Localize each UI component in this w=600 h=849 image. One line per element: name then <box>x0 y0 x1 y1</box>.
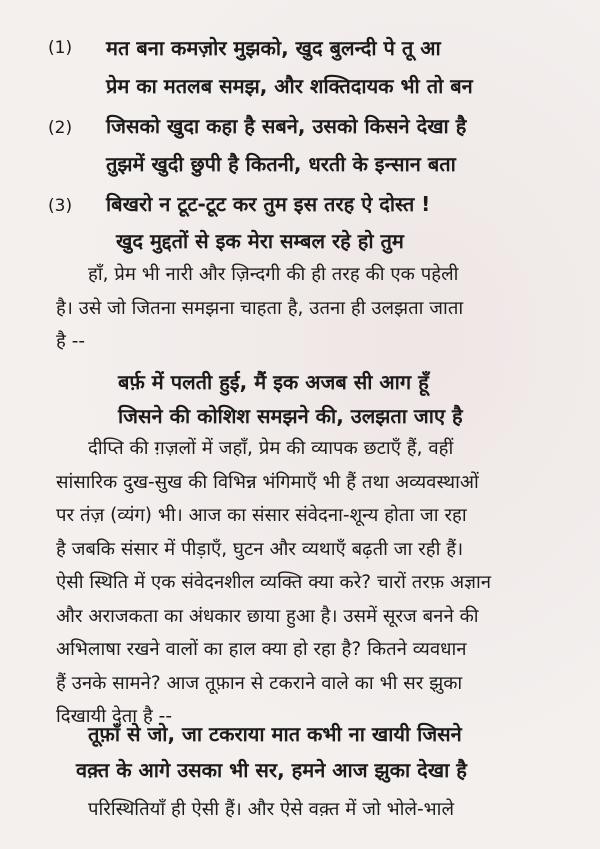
verse-line: वक़्त के आगे उसका भी सर, हमने आज झुका देखा है <box>76 758 467 782</box>
couplet-number: (1) <box>48 38 73 58</box>
verse-line: जिसने की कोशिश समझने की, उलझता जाए है <box>118 404 463 428</box>
verse-line: बर्फ़ में पलती हुई, मैं इक अजब सी आग हूँ <box>118 370 429 394</box>
paragraph-line: ऐसी स्थिति में एक संवेदनशील व्यक्ति क्या करे? चारों तरफ़ अज्ञान <box>56 572 492 593</box>
paragraph-line: है। उसे जो जितना समझना चाहता है, उतना ही उलझता जाता <box>56 297 464 319</box>
continuing-text: परिस्थितियाँ ही ऐसी हैं। और ऐसे वक़्त में जो भोले-भाले <box>88 799 454 820</box>
paragraph-line: पर तंज़ (व्यंग) भी। आज का संसार संवेदना-शून्य होता जा रहा <box>56 505 467 526</box>
paragraph-1 <box>56 258 576 359</box>
couplet-line: तुझमें खुदी छुपी है कितनी, धरती के इन्सान बता <box>106 152 456 176</box>
paragraph-line: और अराजकता का अंधकार छाया हुआ है। उसमें सूरज बनने की <box>56 605 479 627</box>
paragraph-2 <box>56 432 576 734</box>
couplet-line: मत बना कमज़ोर मुझको, खुद बुलन्दी पे तू आ <box>106 36 441 60</box>
couplet-line: खुद मुद्दतों से इक मेरा सम्बल रहे हो तुम <box>116 229 404 253</box>
paragraph-line: हाँ, प्रेम भी नारी और ज़िन्दगी की ही तरह की एक पहेली <box>88 264 459 285</box>
couplet-line: जिसको खुदा कहा है सबने, उसको किसने देखा है <box>106 114 467 138</box>
couplet-line: बिखरो न टूट-टूट कर तुम इस तरह ऐ दोस्त ! <box>106 192 431 216</box>
paragraph-line: है जबकि संसार में पीड़ाएँ, घुटन और व्यथाएँ बढ़ती जा रही हैं। <box>56 538 464 560</box>
paragraph-line: अभिलाषा रखने वालों का हाल क्या हो रहा है? कितने व्यवधान <box>56 639 467 660</box>
paragraph-line: सांसारिक दुख-सुख की विभिन्न भंगिमाएँ भी हैं तथा अव्यवस्थाओं <box>56 471 479 493</box>
couplet-line: प्रेम का मतलब समझ, और शक्तिदायक भी तो बन <box>106 74 473 98</box>
paragraph-line: दीप्ति की ग़ज़लों में जहाँ, प्रेम की व्यापक छटाएँ हैं, वहीं <box>88 438 454 459</box>
couplet-number: (3) <box>48 196 73 216</box>
paragraph-line: हैं उनके सामने? आज तूफ़ान से टकराने वाले का भी सर झुका <box>56 672 463 694</box>
paragraph-line: दिखायी देता है -- <box>56 706 173 727</box>
verse-line: तूफ़ाँ से जो, जा टकराया मात कभी ना खायी जिसने <box>88 722 462 746</box>
paragraph-line: है -- <box>56 331 86 352</box>
couplet-number: (2) <box>48 118 73 138</box>
